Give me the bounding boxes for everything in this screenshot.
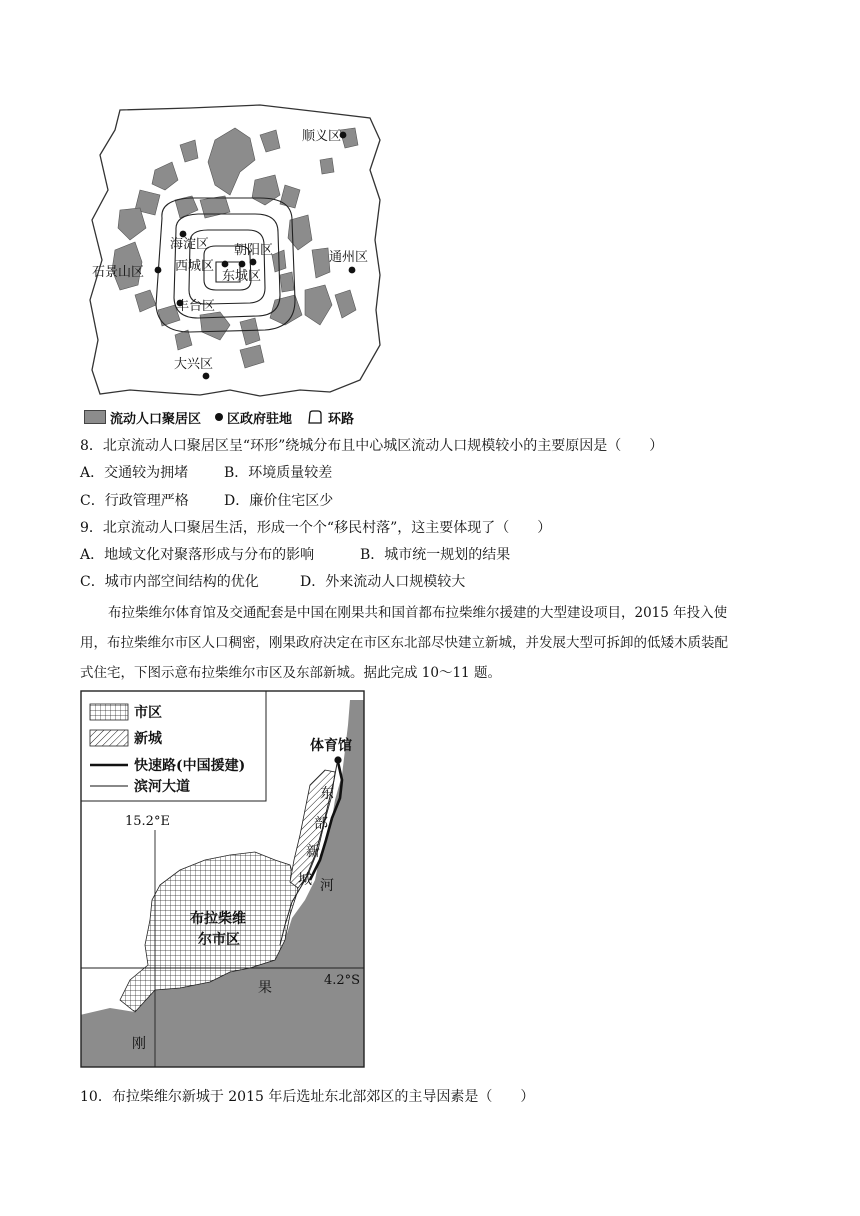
q9-option-b: B．城市统一规划的结果 bbox=[360, 547, 511, 563]
q9-stem: 9．北京流动人口聚居生活，形成一个个“移民村落”，这主要体现了（ ） bbox=[80, 520, 552, 536]
new-city-char-4: 城 bbox=[298, 872, 312, 888]
label-daxing: 大兴区 bbox=[174, 357, 214, 372]
brazzaville-map bbox=[80, 690, 366, 1070]
label-shijingshan: 石景山区 bbox=[92, 265, 145, 280]
legend-riverside-label: 滨河大道 bbox=[134, 779, 190, 795]
river-char-he: 河 bbox=[320, 878, 334, 894]
legend-gov-label: 区政府驻地 bbox=[227, 411, 293, 427]
city-name-line-1: 布拉柴维 bbox=[190, 911, 246, 927]
newcity-swatch bbox=[90, 730, 128, 746]
q8-option-a: A．交通较为拥堵 bbox=[80, 465, 189, 481]
label-xicheng: 西城区 bbox=[175, 259, 215, 274]
q8-stem: 8．北京流动人口聚居区呈“环形”绕城分布且中心城区流动人口规模较小的主要原因是（ ） bbox=[80, 438, 664, 454]
beijing-map bbox=[80, 100, 420, 430]
legend-expressway-label: 快速路(中国援建) bbox=[134, 758, 246, 774]
label-fengtai: 丰台区 bbox=[176, 299, 216, 314]
cluster-swatch bbox=[84, 410, 106, 424]
passage bbox=[80, 598, 800, 688]
passage-line-1: 布拉柴维尔体育馆及交通配套是中国在刚果共和国首都布拉柴维尔援建的大型建设项目，2015 年投入使 bbox=[108, 605, 728, 621]
city-name-line-2: 尔市区 bbox=[198, 932, 240, 948]
label-haidian: 海淀区 bbox=[170, 237, 210, 252]
new-city-char-3: 新 bbox=[306, 844, 320, 860]
gov-dot-icon bbox=[215, 413, 223, 421]
stadium-dot bbox=[334, 756, 341, 763]
new-city-char-1: 东 bbox=[320, 786, 334, 802]
q8-option-b: B．环境质量较差 bbox=[224, 465, 333, 481]
stadium-label: 体育馆 bbox=[310, 738, 352, 754]
river-char-guo: 果 bbox=[258, 980, 272, 996]
ring-road-icon bbox=[306, 409, 324, 425]
map1-legend bbox=[84, 407, 354, 427]
label-chaoyang: 朝阳区 bbox=[234, 243, 274, 258]
legend-city-label: 市区 bbox=[134, 705, 162, 721]
label-tongzhou: 通州区 bbox=[329, 250, 369, 265]
q10-stem: 10．布拉柴维尔新城于 2015 年后选址东北部郊区的主导因素是（ ） bbox=[80, 1089, 535, 1105]
passage-line-3: 式住宅，下图示意布拉柴维尔市区及东部新城。据此完成 10～11 题。 bbox=[80, 665, 501, 681]
label-dongcheng: 东城区 bbox=[222, 269, 262, 284]
q9-option-c: C．城市内部空间结构的优化 bbox=[80, 574, 259, 590]
legend-cluster-label: 流动人口聚居区 bbox=[110, 411, 202, 427]
passage-line-2: 用，布拉柴维尔市区人口稠密，刚果政府决定在市区东北部尽快建立新城，并发展大型可拆卸的低矮木质装配 bbox=[80, 635, 728, 651]
q8-option-c: C．行政管理严格 bbox=[80, 493, 189, 509]
longitude-label: 15.2°E bbox=[125, 814, 170, 829]
city-swatch bbox=[90, 704, 128, 720]
legend-ring-label: 环路 bbox=[328, 411, 355, 427]
new-city-char-2: 部 bbox=[314, 816, 328, 832]
q9-option-a: A．地域文化对聚落形成与分布的影响 bbox=[80, 547, 315, 563]
legend-newcity-label: 新城 bbox=[134, 731, 162, 747]
q9-option-d: D．外来流动人口规模较大 bbox=[300, 574, 466, 590]
q8-option-d: D．廉价住宅区少 bbox=[224, 493, 334, 509]
river-char-gang: 刚 bbox=[132, 1036, 146, 1052]
label-shunyi: 顺义区 bbox=[302, 129, 342, 144]
latitude-label: 4.2°S bbox=[324, 973, 361, 988]
